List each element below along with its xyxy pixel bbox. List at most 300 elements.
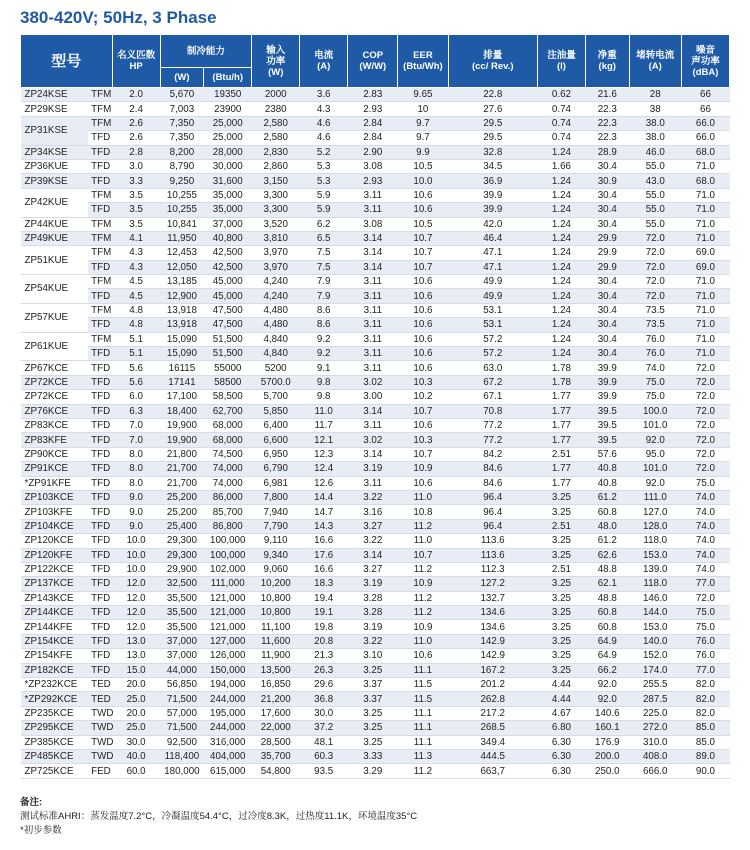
value-cell: 71.0 — [681, 275, 729, 289]
value-cell: 2.6 — [112, 116, 160, 130]
value-cell: 21.6 — [585, 88, 629, 102]
value-cell: 72.0 — [681, 433, 729, 447]
value-cell: 35,700 — [252, 749, 300, 763]
value-cell: 3.25 — [537, 663, 585, 677]
value-cell: 19.4 — [300, 591, 348, 605]
value-cell: 244,000 — [204, 721, 252, 735]
value-cell: 316,000 — [204, 735, 252, 749]
value-cell: 28,000 — [204, 145, 252, 159]
model-cell: ZP725KCE — [21, 764, 89, 778]
value-cell: 7.0 — [112, 418, 160, 432]
model-cell: ZP57KUE — [21, 303, 89, 332]
value-cell: 62.6 — [585, 548, 629, 562]
value-cell: 5,700 — [252, 390, 300, 404]
value-cell: 69.0 — [681, 246, 729, 260]
value-cell: 5.2 — [300, 145, 348, 159]
value-cell: 10.8 — [398, 505, 448, 519]
value-cell: 408.0 — [629, 749, 681, 763]
value-cell: 101.0 — [629, 462, 681, 476]
value-cell: 10.7 — [398, 246, 448, 260]
value-cell: 9.8 — [300, 375, 348, 389]
value-cell: 3.37 — [348, 678, 398, 692]
table-row — [21, 145, 730, 159]
value-cell: 48.8 — [585, 591, 629, 605]
value-cell: 39.5 — [585, 404, 629, 418]
value-cell: 8.0 — [112, 476, 160, 490]
value-cell: 2.0 — [112, 88, 160, 102]
value-cell: 3.11 — [348, 318, 398, 332]
value-cell: 4,240 — [252, 275, 300, 289]
value-cell: 30.4 — [585, 217, 629, 231]
value-cell: 55.0 — [629, 159, 681, 173]
value-cell: 5.3 — [300, 159, 348, 173]
value-cell: 1.24 — [537, 347, 585, 361]
value-cell: 2.51 — [537, 519, 585, 533]
value-cell: 139.0 — [629, 562, 681, 576]
model-cell: ZP104KCE — [21, 519, 89, 533]
table-row — [21, 390, 730, 404]
header-displacement: 排量 (cc/ Rev.) — [448, 35, 537, 88]
table-row — [21, 231, 730, 245]
value-cell: 40,800 — [204, 231, 252, 245]
value-cell: 134.6 — [448, 620, 537, 634]
type-cell: TFD — [88, 404, 112, 418]
value-cell: 1.24 — [537, 275, 585, 289]
value-cell: 39.9 — [448, 203, 537, 217]
value-cell: 26.3 — [300, 663, 348, 677]
value-cell: 3.19 — [348, 462, 398, 476]
value-cell: 84.2 — [448, 447, 537, 461]
model-cell: ZP485KCE — [21, 749, 89, 763]
table-row — [21, 562, 730, 576]
value-cell: 10,200 — [252, 577, 300, 591]
value-cell: 71.0 — [681, 188, 729, 202]
value-cell: 3.27 — [348, 562, 398, 576]
value-cell: 0.74 — [537, 116, 585, 130]
value-cell: 160.1 — [585, 721, 629, 735]
table-row — [21, 462, 730, 476]
table-row — [21, 275, 730, 289]
value-cell: 144.0 — [629, 606, 681, 620]
value-cell: 72.0 — [681, 462, 729, 476]
value-cell: 6.0 — [112, 390, 160, 404]
value-cell: 6.2 — [300, 217, 348, 231]
value-cell: 7.5 — [300, 246, 348, 260]
notes-section — [20, 796, 417, 838]
type-cell: TFD — [88, 534, 112, 548]
value-cell: 5700.0 — [252, 375, 300, 389]
value-cell: 2.6 — [112, 131, 160, 145]
type-cell: TFM — [88, 102, 112, 116]
value-cell: 17,100 — [160, 390, 204, 404]
value-cell: 3,810 — [252, 231, 300, 245]
table-row — [21, 649, 730, 663]
model-cell: ZP143KCE — [21, 591, 89, 605]
value-cell: 25,200 — [160, 505, 204, 519]
value-cell: 77.0 — [681, 663, 729, 677]
value-cell: 42,500 — [204, 246, 252, 260]
value-cell: 60.0 — [112, 764, 160, 778]
value-cell: 89.0 — [681, 749, 729, 763]
header-cooling-capacity: 制冷能力 — [160, 35, 252, 68]
value-cell: 29.5 — [448, 131, 537, 145]
value-cell: 51,500 — [204, 347, 252, 361]
table-row — [21, 217, 730, 231]
value-cell: 167.2 — [448, 663, 537, 677]
value-cell: 128.0 — [629, 519, 681, 533]
value-cell: 74.0 — [681, 562, 729, 576]
table-row — [21, 519, 730, 533]
value-cell: 30.0 — [300, 706, 348, 720]
value-cell: 8.0 — [112, 447, 160, 461]
value-cell: 10.0 — [398, 174, 448, 188]
value-cell: 3,970 — [252, 260, 300, 274]
value-cell: 255.5 — [629, 678, 681, 692]
value-cell: 1.66 — [537, 159, 585, 173]
value-cell: 35,500 — [160, 620, 204, 634]
value-cell: 2,860 — [252, 159, 300, 173]
value-cell: 2.84 — [348, 116, 398, 130]
value-cell: 72.0 — [681, 390, 729, 404]
value-cell: 3.3 — [112, 174, 160, 188]
value-cell: 49.9 — [448, 275, 537, 289]
value-cell: 25,400 — [160, 519, 204, 533]
value-cell: 71.0 — [681, 217, 729, 231]
value-cell: 38.0 — [629, 116, 681, 130]
value-cell: 19,900 — [160, 418, 204, 432]
value-cell: 10,255 — [160, 203, 204, 217]
value-cell: 5200 — [252, 361, 300, 375]
table-row — [21, 663, 730, 677]
value-cell: 176.9 — [585, 735, 629, 749]
value-cell: 12.4 — [300, 462, 348, 476]
value-cell: 25,000 — [204, 131, 252, 145]
value-cell: 10.6 — [398, 418, 448, 432]
value-cell: 32.8 — [448, 145, 537, 159]
value-cell: 92.0 — [629, 433, 681, 447]
value-cell: 9.0 — [112, 505, 160, 519]
value-cell: 2000 — [252, 88, 300, 102]
value-cell: 6,600 — [252, 433, 300, 447]
value-cell: 3.25 — [537, 534, 585, 548]
value-cell: 3.14 — [348, 548, 398, 562]
value-cell: 75.0 — [681, 606, 729, 620]
value-cell: 10 — [398, 102, 448, 116]
value-cell: 10.7 — [398, 260, 448, 274]
value-cell: 2.83 — [348, 88, 398, 102]
value-cell: 0.74 — [537, 102, 585, 116]
value-cell: 73.5 — [629, 318, 681, 332]
model-cell: ZP67KCE — [21, 361, 89, 375]
value-cell: 4,840 — [252, 332, 300, 346]
value-cell: 66.2 — [585, 663, 629, 677]
table-row — [21, 332, 730, 346]
value-cell: 10.0 — [112, 534, 160, 548]
value-cell: 66 — [681, 102, 729, 116]
value-cell: 17141 — [160, 375, 204, 389]
value-cell: 72.0 — [629, 231, 681, 245]
value-cell: 53.1 — [448, 318, 537, 332]
value-cell: 61.2 — [585, 490, 629, 504]
value-cell: 37.2 — [300, 721, 348, 735]
value-cell: 46.0 — [629, 145, 681, 159]
value-cell: 3.16 — [348, 505, 398, 519]
value-cell: 72.0 — [629, 260, 681, 274]
value-cell: 11,900 — [252, 649, 300, 663]
value-cell: 1.77 — [537, 462, 585, 476]
value-cell: 10.7 — [398, 447, 448, 461]
value-cell: 3.25 — [348, 706, 398, 720]
type-cell: TFD — [88, 375, 112, 389]
table-row — [21, 347, 730, 361]
type-cell: TFD — [88, 318, 112, 332]
value-cell: 217.2 — [448, 706, 537, 720]
value-cell: 195,000 — [204, 706, 252, 720]
value-cell: 1.24 — [537, 231, 585, 245]
value-cell: 64.9 — [585, 649, 629, 663]
value-cell: 12.0 — [112, 606, 160, 620]
value-cell: 5.1 — [112, 347, 160, 361]
value-cell: 42.0 — [448, 217, 537, 231]
value-cell: 38.0 — [629, 131, 681, 145]
value-cell: 1.77 — [537, 476, 585, 490]
table-row — [21, 318, 730, 332]
value-cell: 3.5 — [112, 217, 160, 231]
value-cell: 3.11 — [348, 418, 398, 432]
value-cell: 101.0 — [629, 418, 681, 432]
value-cell: 100,000 — [204, 548, 252, 562]
value-cell: 10,841 — [160, 217, 204, 231]
value-cell: 21,700 — [160, 476, 204, 490]
header-eer: EER (Btu/Wh) — [398, 35, 448, 88]
value-cell: 1.24 — [537, 145, 585, 159]
value-cell: 8,200 — [160, 145, 204, 159]
value-cell: 70.8 — [448, 404, 537, 418]
type-cell: TFD — [88, 548, 112, 562]
value-cell: 444.5 — [448, 749, 537, 763]
value-cell: 11.2 — [398, 591, 448, 605]
value-cell: 35,500 — [160, 591, 204, 605]
value-cell: 127.0 — [629, 505, 681, 519]
value-cell: 74,000 — [204, 462, 252, 476]
type-cell: TFD — [88, 462, 112, 476]
value-cell: 3.11 — [348, 303, 398, 317]
value-cell: 25.0 — [112, 692, 160, 706]
table-row — [21, 116, 730, 130]
value-cell: 3.25 — [348, 721, 398, 735]
value-cell: 9.2 — [300, 332, 348, 346]
type-cell: TFD — [88, 620, 112, 634]
model-cell: ZP36KUE — [21, 159, 89, 173]
value-cell: 37,000 — [204, 217, 252, 231]
value-cell: 1.78 — [537, 375, 585, 389]
value-cell: 48.1 — [300, 735, 348, 749]
value-cell: 180,000 — [160, 764, 204, 778]
value-cell: 100,000 — [204, 534, 252, 548]
value-cell: 4.44 — [537, 692, 585, 706]
value-cell: 1.24 — [537, 188, 585, 202]
value-cell: 60.8 — [585, 505, 629, 519]
value-cell: 48.0 — [585, 519, 629, 533]
value-cell: 92,500 — [160, 735, 204, 749]
model-cell: *ZP292KCE — [21, 692, 89, 706]
value-cell: 1.77 — [537, 390, 585, 404]
value-cell: 11.2 — [398, 606, 448, 620]
value-cell: 72.0 — [629, 275, 681, 289]
value-cell: 68.0 — [681, 174, 729, 188]
type-cell: TFD — [88, 131, 112, 145]
value-cell: 3.25 — [348, 663, 398, 677]
value-cell: 118.0 — [629, 577, 681, 591]
value-cell: 4,840 — [252, 347, 300, 361]
value-cell: 7,350 — [160, 131, 204, 145]
type-cell: TFM — [88, 231, 112, 245]
notes-test-standard: 测试标准AHRI：蒸发温度7.2°C，冷凝温度54.4°C，过冷度8.3K，过热度11.1K，环境温度35°C — [20, 811, 418, 822]
value-cell: 1.24 — [537, 318, 585, 332]
value-cell: 22,000 — [252, 721, 300, 735]
value-cell: 7.9 — [300, 275, 348, 289]
value-cell: 6.5 — [300, 231, 348, 245]
value-cell: 11.1 — [398, 735, 448, 749]
value-cell: 75.0 — [629, 390, 681, 404]
value-cell: 74.0 — [681, 519, 729, 533]
value-cell: 3.11 — [348, 188, 398, 202]
value-cell: 3.14 — [348, 404, 398, 418]
value-cell: 82.0 — [681, 706, 729, 720]
value-cell: 8.6 — [300, 303, 348, 317]
value-cell: 3.25 — [348, 735, 398, 749]
value-cell: 4.6 — [300, 116, 348, 130]
model-cell: ZP120KCE — [21, 534, 89, 548]
value-cell: 11,950 — [160, 231, 204, 245]
value-cell: 72.0 — [681, 447, 729, 461]
table-row — [21, 548, 730, 562]
value-cell: 132.7 — [448, 591, 537, 605]
value-cell: 11.3 — [398, 749, 448, 763]
value-cell: 11.5 — [398, 692, 448, 706]
value-cell: 3.22 — [348, 534, 398, 548]
value-cell: 2.51 — [537, 447, 585, 461]
type-cell: TFM — [88, 332, 112, 346]
type-cell: TFD — [88, 390, 112, 404]
value-cell: 5,670 — [160, 88, 204, 102]
value-cell: 30,000 — [204, 159, 252, 173]
value-cell: 14.7 — [300, 505, 348, 519]
value-cell: 3,300 — [252, 203, 300, 217]
value-cell: 121,000 — [204, 620, 252, 634]
value-cell: 1.78 — [537, 361, 585, 375]
value-cell: 20.8 — [300, 634, 348, 648]
value-cell: 3.02 — [348, 433, 398, 447]
value-cell: 74.0 — [681, 548, 729, 562]
value-cell: 3.25 — [537, 649, 585, 663]
table-row — [21, 404, 730, 418]
model-cell: ZP42KUE — [21, 188, 89, 217]
table-row — [21, 433, 730, 447]
value-cell: 100.0 — [629, 404, 681, 418]
value-cell: 36.9 — [448, 174, 537, 188]
value-cell: 92.0 — [629, 476, 681, 490]
value-cell: 45,000 — [204, 289, 252, 303]
model-cell: ZP44KUE — [21, 217, 89, 231]
value-cell: 666.0 — [629, 764, 681, 778]
value-cell: 66 — [681, 88, 729, 102]
model-cell: ZP154KFE — [21, 649, 89, 663]
value-cell: 9,110 — [252, 534, 300, 548]
value-cell: 68,000 — [204, 418, 252, 432]
model-cell: ZP295KCE — [21, 721, 89, 735]
value-cell: 3.5 — [112, 188, 160, 202]
value-cell: 10.7 — [398, 404, 448, 418]
model-cell: ZP144KCE — [21, 606, 89, 620]
value-cell: 58,500 — [204, 390, 252, 404]
type-cell: FED — [88, 764, 112, 778]
model-cell: ZP72KCE — [21, 375, 89, 389]
table-row — [21, 303, 730, 317]
model-cell: ZP122KCE — [21, 562, 89, 576]
value-cell: 19350 — [204, 88, 252, 102]
value-cell: 72.0 — [629, 289, 681, 303]
value-cell: 13.0 — [112, 649, 160, 663]
value-cell: 4.8 — [112, 303, 160, 317]
value-cell: 3.11 — [348, 332, 398, 346]
value-cell: 55000 — [204, 361, 252, 375]
value-cell: 2.93 — [348, 102, 398, 116]
value-cell: 22.8 — [448, 88, 537, 102]
value-cell: 3,520 — [252, 217, 300, 231]
value-cell: 3.29 — [348, 764, 398, 778]
value-cell: 74.0 — [681, 534, 729, 548]
value-cell: 47.1 — [448, 246, 537, 260]
value-cell: 5.9 — [300, 203, 348, 217]
table-row — [21, 418, 730, 432]
model-cell: ZP54KUE — [21, 275, 89, 304]
type-cell: TFD — [88, 663, 112, 677]
value-cell: 60.3 — [300, 749, 348, 763]
value-cell: 30.4 — [585, 289, 629, 303]
value-cell: 12.0 — [112, 577, 160, 591]
value-cell: 3.11 — [348, 361, 398, 375]
value-cell: 12.1 — [300, 433, 348, 447]
value-cell: 28.9 — [585, 145, 629, 159]
value-cell: 244,000 — [204, 692, 252, 706]
value-cell: 3.25 — [537, 548, 585, 562]
value-cell: 10.9 — [398, 577, 448, 591]
value-cell: 48.8 — [585, 562, 629, 576]
value-cell: 3.6 — [300, 88, 348, 102]
value-cell: 3.25 — [537, 490, 585, 504]
value-cell: 72.0 — [681, 404, 729, 418]
type-cell: TFD — [88, 490, 112, 504]
model-cell: ZP31KSE — [21, 116, 89, 145]
value-cell: 39.9 — [585, 390, 629, 404]
value-cell: 13.0 — [112, 634, 160, 648]
value-cell: 40.0 — [112, 749, 160, 763]
type-cell: TFD — [88, 606, 112, 620]
value-cell: 127.2 — [448, 577, 537, 591]
value-cell: 30.4 — [585, 203, 629, 217]
compressor-spec-table — [20, 34, 730, 779]
value-cell: 3.0 — [112, 159, 160, 173]
value-cell: 5,850 — [252, 404, 300, 418]
value-cell: 39.5 — [585, 433, 629, 447]
value-cell: 74.0 — [629, 361, 681, 375]
value-cell: 140.0 — [629, 634, 681, 648]
value-cell: 9,060 — [252, 562, 300, 576]
value-cell: 3.22 — [348, 490, 398, 504]
value-cell: 96.4 — [448, 490, 537, 504]
value-cell: 1.24 — [537, 260, 585, 274]
